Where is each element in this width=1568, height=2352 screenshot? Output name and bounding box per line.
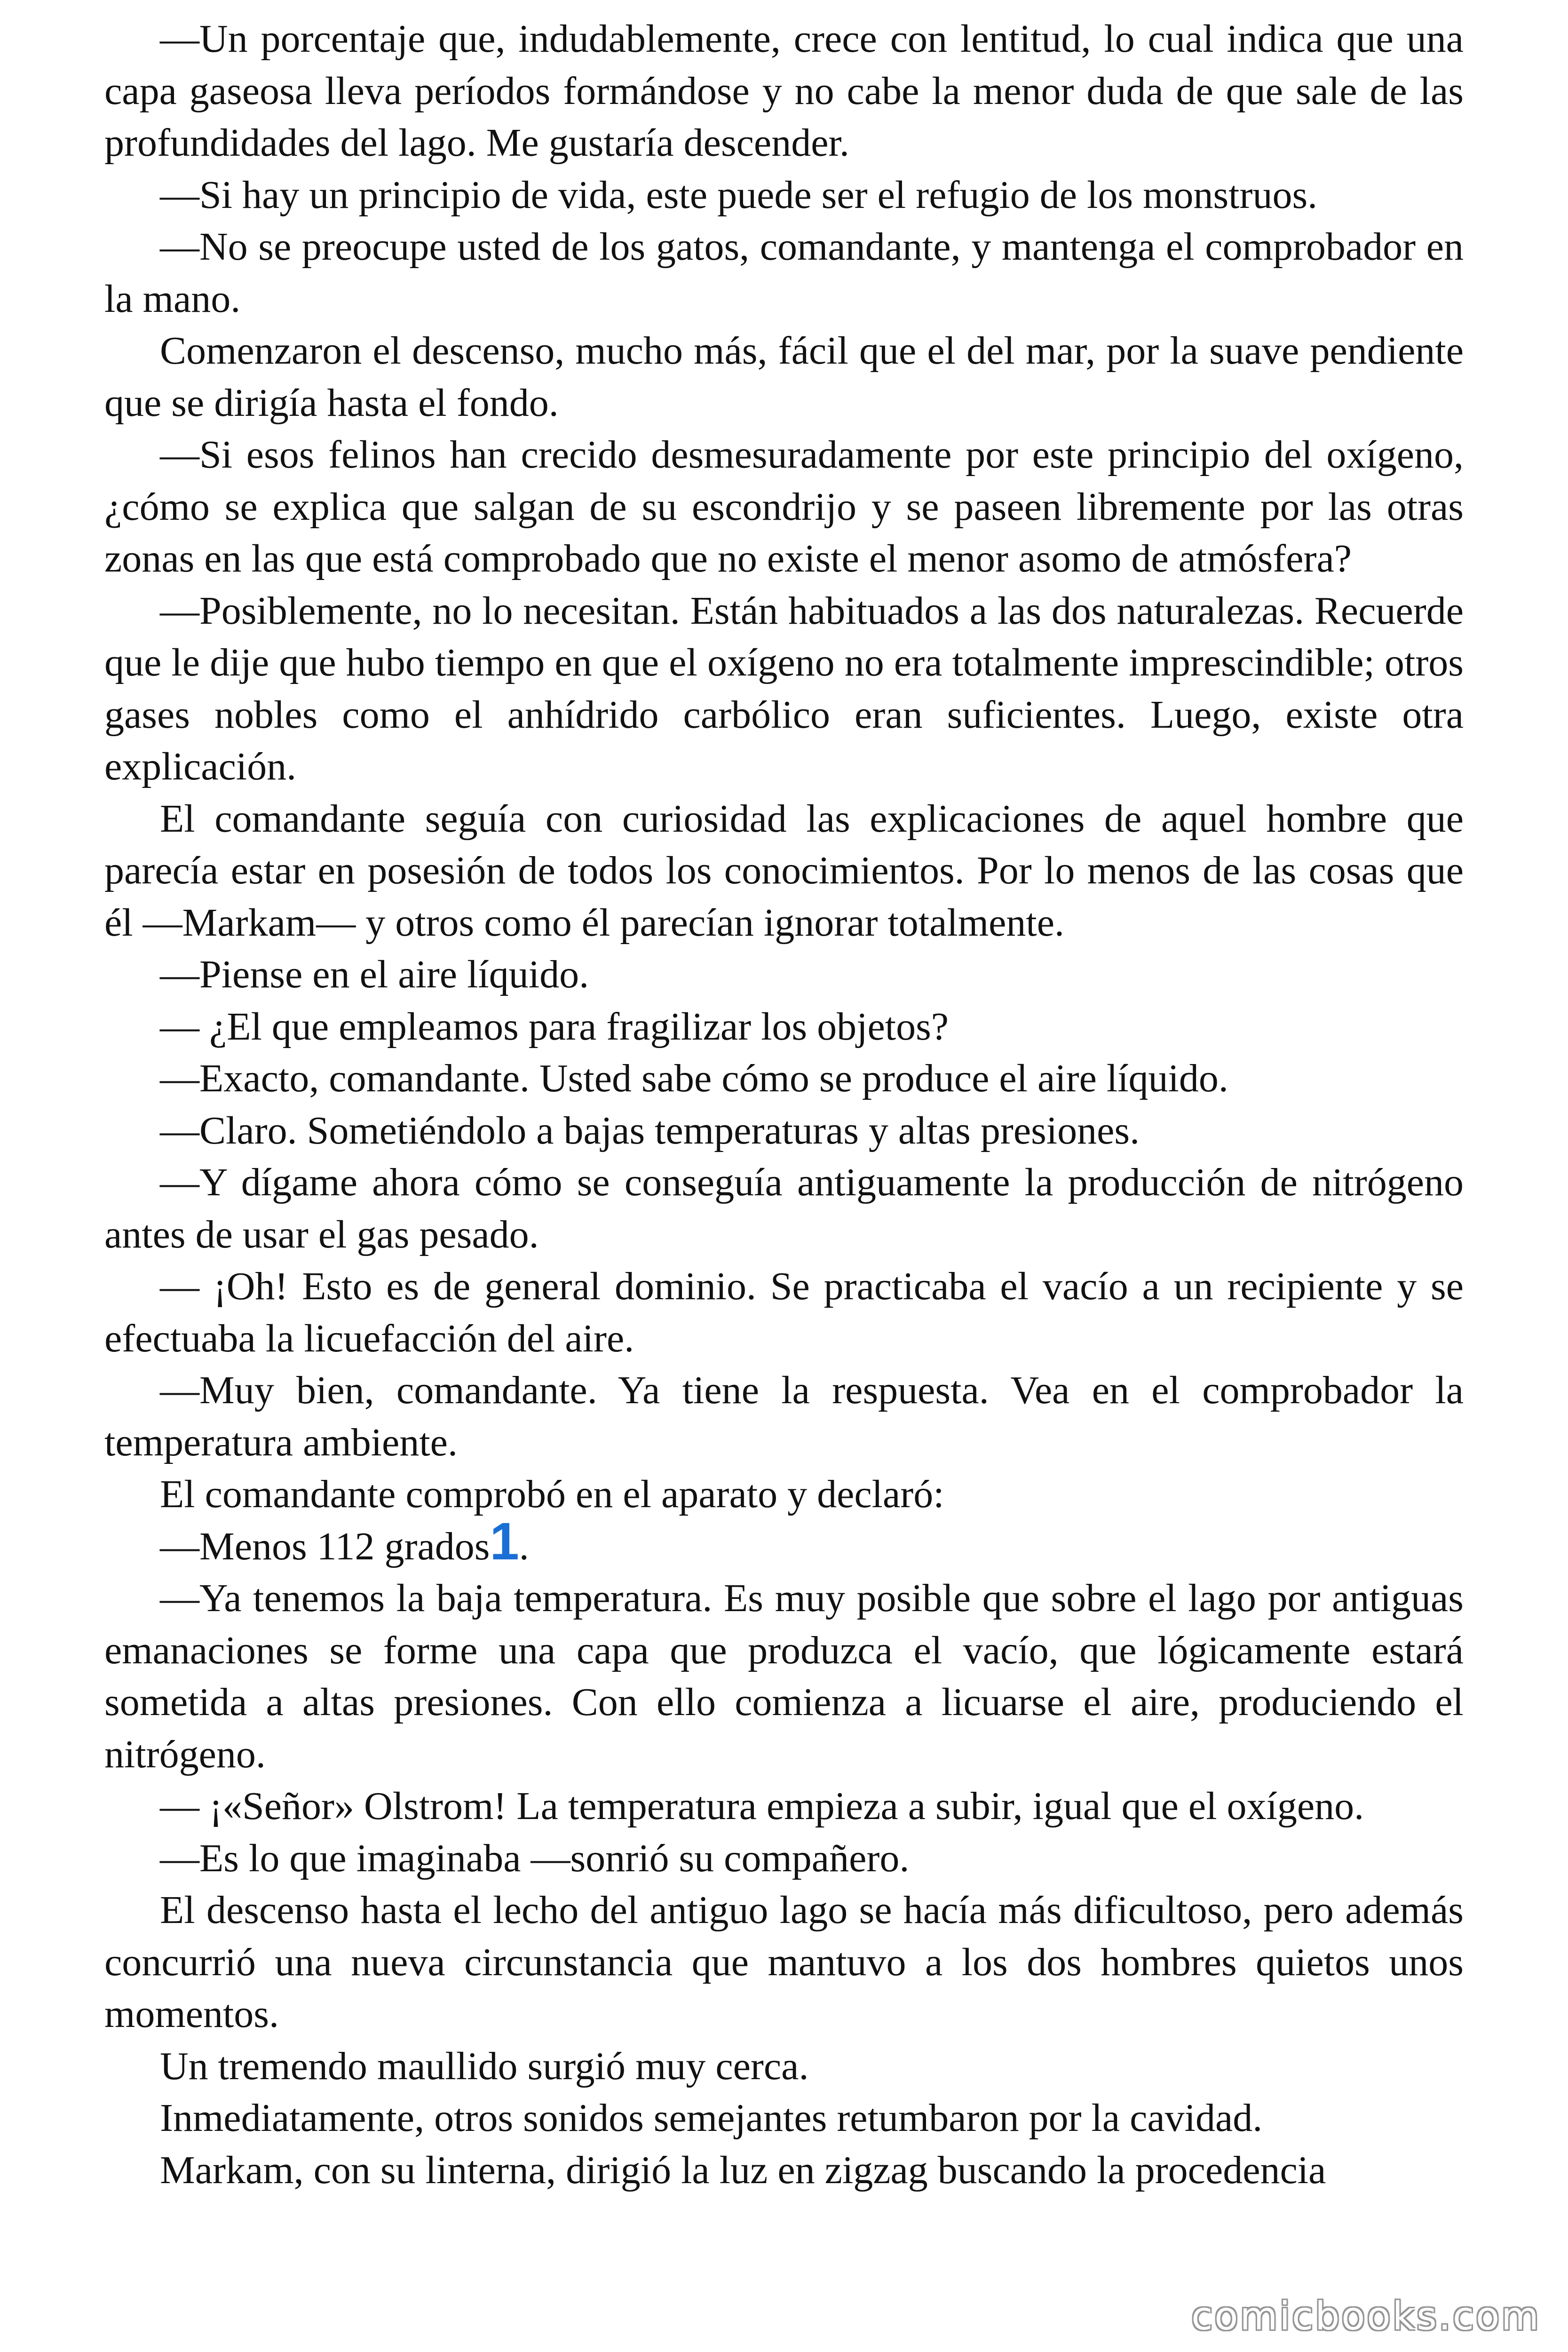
paragraph: Comenzaron el descenso, mucho más, fácil que el del mar, por la suave pendiente que se dirigía hasta el fondo. bbox=[104, 329, 1464, 425]
paragraph: —Y dígame ahora cómo se conseguía antiguamente la producción de nitrógeno antes de usar el gas pesado. bbox=[104, 1160, 1464, 1256]
paragraph: —Ya tenemos la baja temperatura. Es muy posible que sobre el lago por antiguas emanaciones se forme una capa que produzca el vacío, que lógicamente estará sometida a altas presiones. Con ello comienza a licuarse el aire, produciendo el nitrógeno. bbox=[104, 1576, 1464, 1776]
paragraph: El comandante seguía con curiosidad las explicaciones de aquel hombre que parecía estar en posesión de todos los conocimientos. Por lo menos de las cosas que él —Markam— y otros como él parecían ignorar totalmente. bbox=[104, 796, 1464, 945]
paragraph: Inmediatamente, otros sonidos semejantes retumbaron por la cavidad. bbox=[160, 2096, 1263, 2140]
paragraph: —Muy bien, comandante. Ya tiene la respuesta. Vea en el comprobador la temperatura ambiente. bbox=[104, 1368, 1464, 1464]
paragraph: —Piense en el aire líquido. bbox=[160, 953, 589, 996]
paragraph: —Es lo que imaginaba —sonrió su compañero. bbox=[160, 1836, 910, 1880]
paragraph: —Si hay un principio de vida, este puede ser el refugio de los monstruos. bbox=[160, 173, 1318, 217]
paragraph: El descenso hasta el lecho del antiguo lago se hacía más dificultoso, pero además concurrió una nueva circunstancia que mantuvo a los dos hombres quietos unos momentos. bbox=[104, 1888, 1464, 2036]
paragraph: —Posiblemente, no lo necesitan. Están habituados a las dos naturalezas. Recuerde que le dije que hubo tiempo en que el oxígeno no era totalmente imprescindible; otros gases nobles como el anhídrido carbólico eran suficientes. Luego, existe otra explicación. bbox=[104, 588, 1464, 788]
paragraph: Markam, con su linterna, dirigió la luz en zigzag buscando la procedencia bbox=[160, 2148, 1326, 2192]
paragraph: Un tremendo maullido surgió muy cerca. bbox=[160, 2044, 809, 2088]
paragraph: —Exacto, comandante. Usted sabe cómo se produce el aire líquido. bbox=[160, 1057, 1228, 1100]
footnote-paragraph-text: —Menos 112 grados bbox=[160, 1524, 490, 1568]
paragraph: — ¿El que empleamos para fragilizar los objetos? bbox=[160, 1004, 949, 1049]
paragraph: — ¡Oh! Esto es de general dominio. Se practicaba el vacío a un recipiente y se efectuaba la licuefacción del aire. bbox=[104, 1264, 1464, 1360]
paragraph-with-footnote bbox=[104, 1511, 1464, 1573]
paragraph: —Claro. Sometiéndolo a bajas temperaturas y altas presiones. bbox=[160, 1108, 1140, 1152]
paragraph: —No se preocupe usted de los gatos, comandante, y mantenga el comprobador en la mano. bbox=[104, 225, 1464, 321]
paragraph: —Un porcentaje que, indudablemente, crece con lentitud, lo cual indica que una capa gaseosa lleva períodos formándose y no cabe la menor duda de que sale de las profundidades del lago. Me gustaría descender. bbox=[104, 17, 1464, 165]
footnote-paragraph-end: . bbox=[519, 1524, 529, 1568]
paragraph: —Si esos felinos han crecido desmesuradamente por este principio del oxígeno, ¿cómo se explica que salgan de su escondrijo y se paseen libremente por las otras zonas en las que está comprobado que no existe el menor asomo de atmósfera? bbox=[104, 433, 1464, 580]
paragraph: El comandante comprobó en el aparato y declaró: bbox=[160, 1472, 944, 1516]
watermark: comicbooks.com bbox=[1191, 2294, 1541, 2339]
paragraph: — ¡«Señor» Olstrom! La temperatura empieza a subir, igual que el oxígeno. bbox=[160, 1784, 1364, 1828]
footnote-link[interactable]: 1 bbox=[490, 1511, 519, 1571]
body-text bbox=[104, 13, 1464, 2196]
